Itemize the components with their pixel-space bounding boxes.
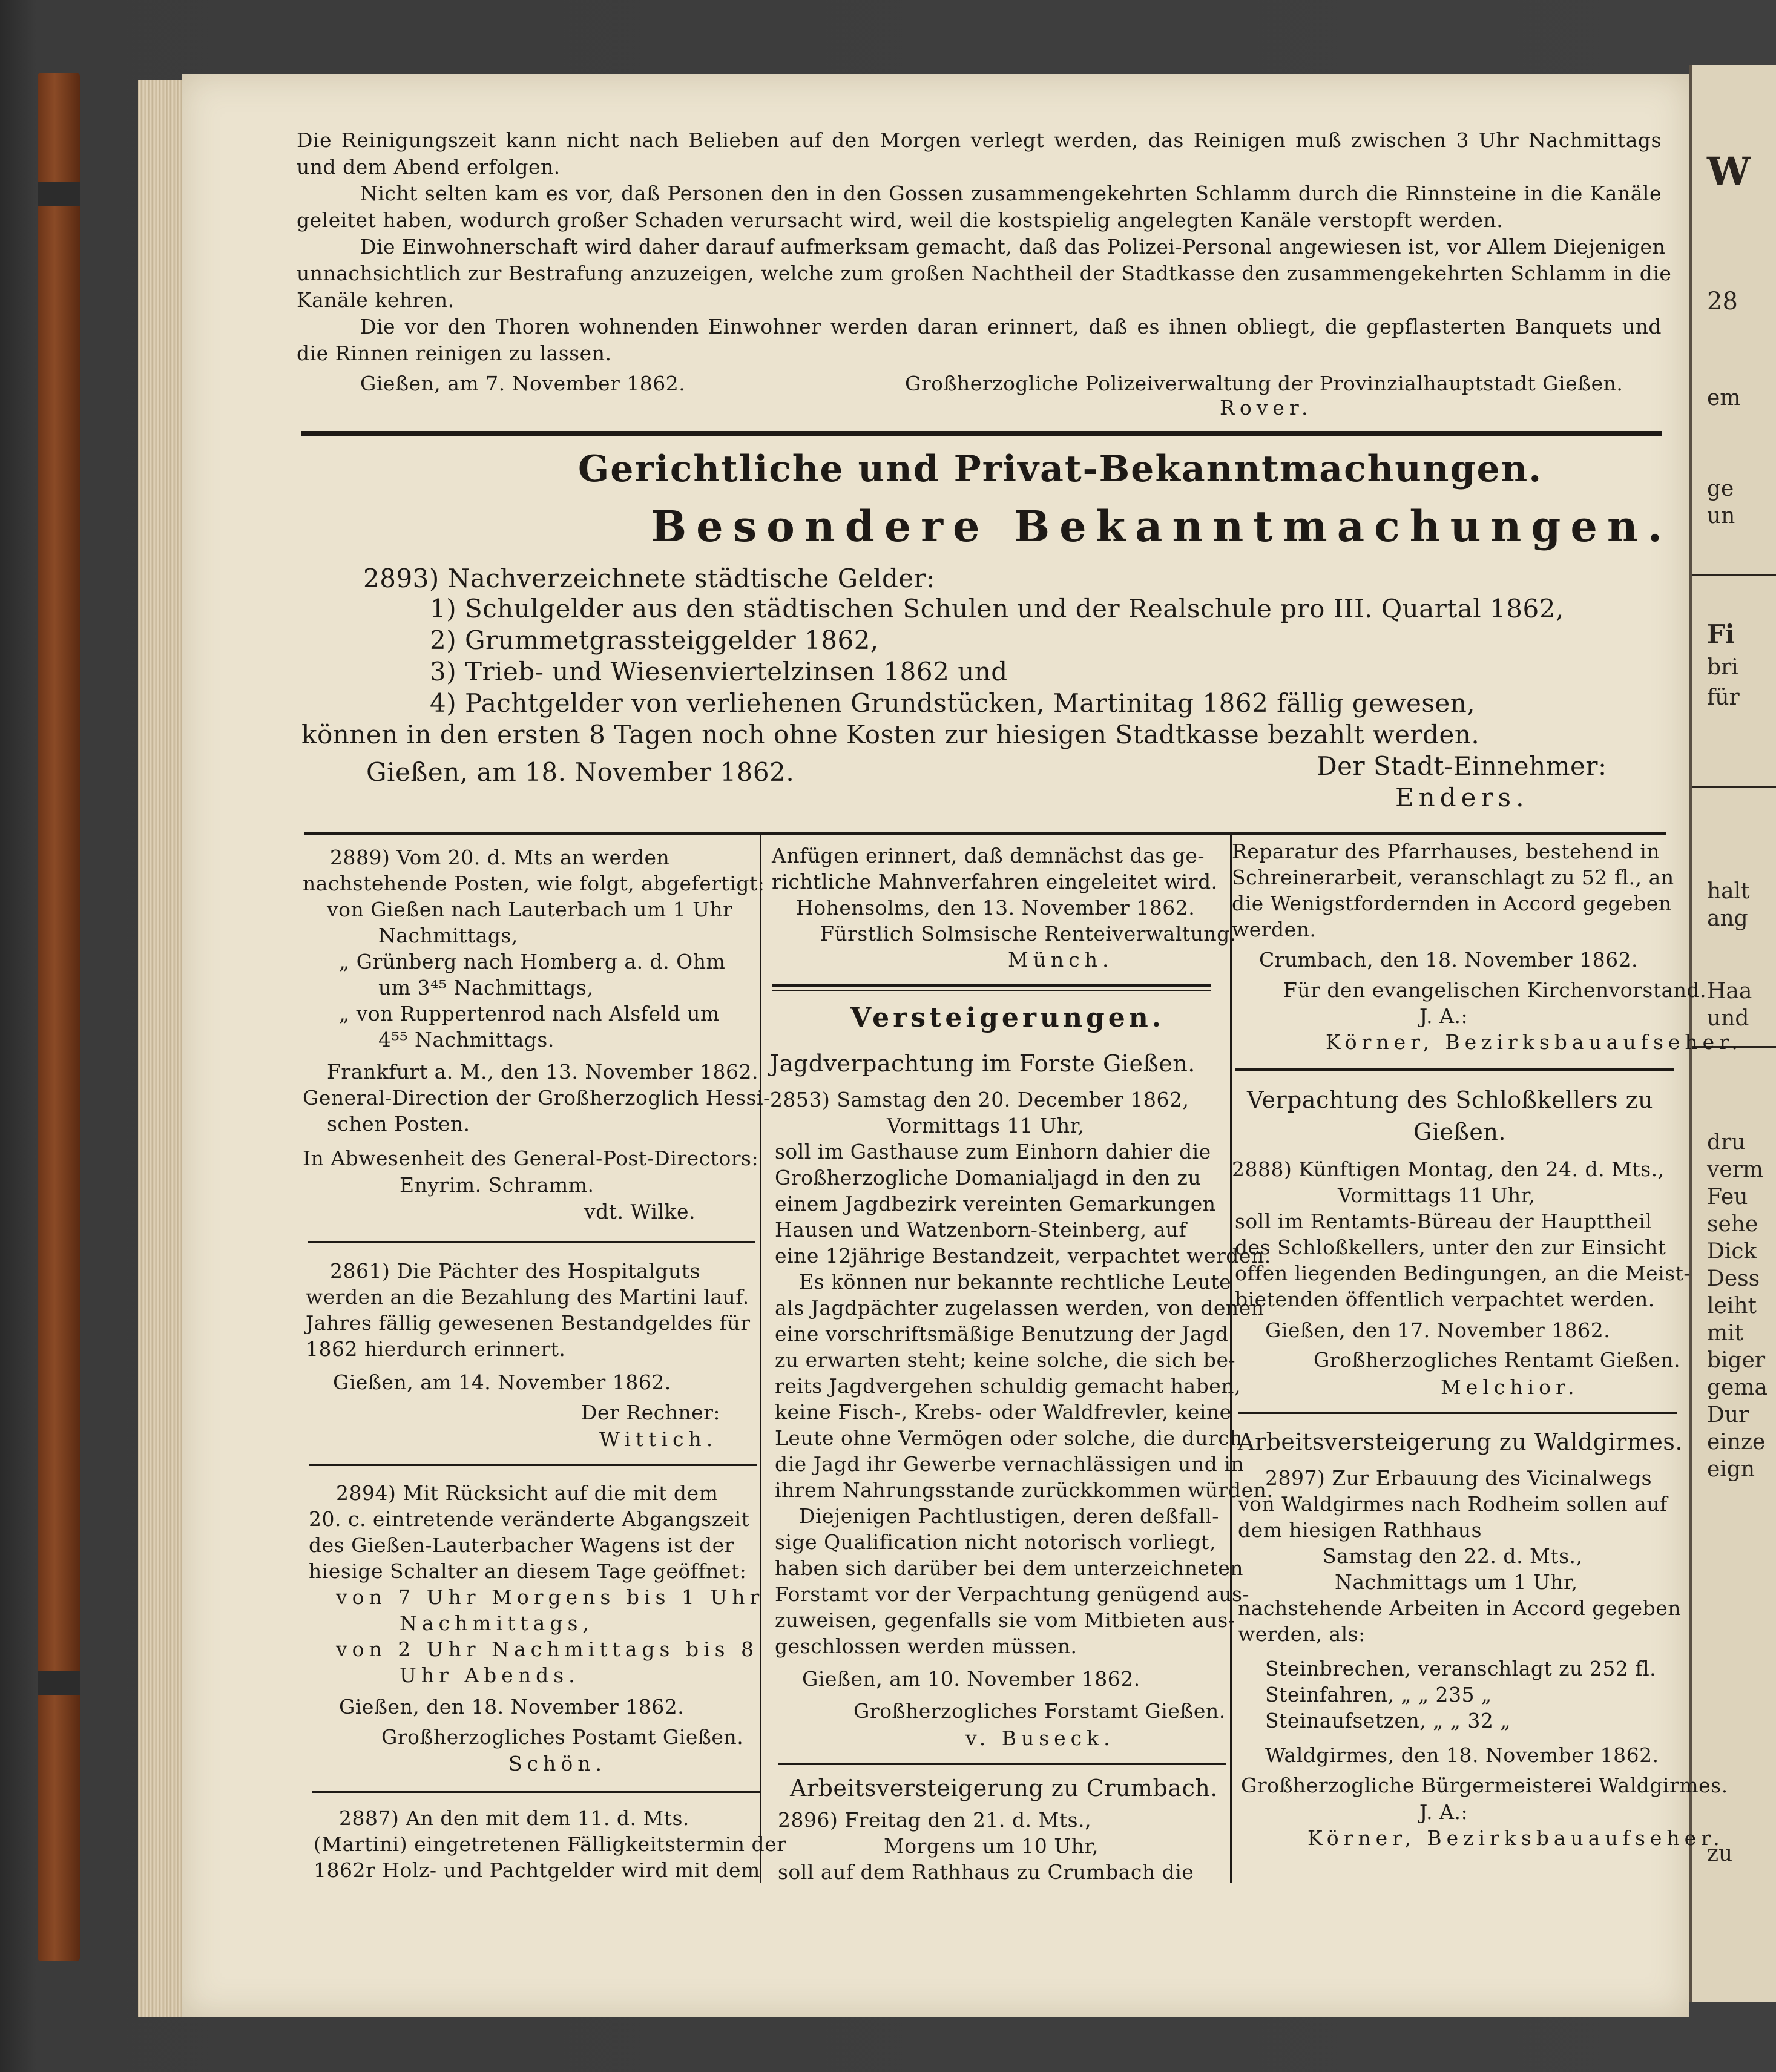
next-page-fragment: W bbox=[1707, 149, 1751, 194]
text-line: Die Reinigungszeit kann nicht nach Belieben auf den Morgen verlegt werden, das Reinigen muß zwischen 3 Uhr Nachmittags bbox=[297, 128, 1662, 152]
text-line: Großherzogliche Domanialjagd in den zu bbox=[775, 1166, 1202, 1189]
authority: Großherzogliche Polizeiverwaltung der Provinzialhauptstadt Gießen. bbox=[905, 372, 1623, 395]
signature: Enders. bbox=[1395, 783, 1529, 812]
text-line: Nicht selten kam es vor, daß Personen den in den Gossen zusammengekehrten Schlamm durch die Rinnsteine in die Kanäle bbox=[360, 182, 1662, 205]
next-page-fragment: Haa bbox=[1707, 979, 1752, 1004]
next-page-fragment: Feu bbox=[1707, 1185, 1748, 1209]
text-line: 4⁵⁵ Nachmittags. bbox=[378, 1028, 554, 1051]
text-line: 2889) Vom 20. d. Mts an werden bbox=[330, 846, 670, 869]
text-line: Körner, Bezirksbauaufseher. bbox=[1326, 1030, 1743, 1054]
text-line: Leute ohne Vermögen oder solche, die durch bbox=[775, 1426, 1243, 1450]
next-page-rule bbox=[1692, 786, 1776, 788]
next-page-fragment: bri bbox=[1707, 655, 1738, 680]
text-line: 2888) Künftigen Montag, den 24. d. Mts., bbox=[1232, 1157, 1665, 1181]
text-line: 2893) Nachverzeichnete städtische Gelder: bbox=[363, 564, 935, 593]
text-line: Wittich. bbox=[599, 1427, 718, 1451]
text-line: Es können nur bekannte rechtliche Leute bbox=[799, 1270, 1232, 1294]
text-line: 2861) Die Pächter des Hospitalguts bbox=[330, 1259, 700, 1283]
text-line: von Gießen nach Lauterbach um 1 Uhr bbox=[327, 898, 733, 921]
text-line: Anfügen erinnert, daß demnächst das ge- bbox=[772, 844, 1205, 867]
text-line: Uhr Abends. bbox=[400, 1663, 580, 1687]
text-line: J. A.: bbox=[1419, 1800, 1468, 1824]
notice-rule bbox=[778, 1763, 1226, 1765]
text-line: richtliche Mahnverfahren eingeleitet wird. bbox=[772, 870, 1218, 893]
spine-band bbox=[38, 1671, 80, 1695]
text-line: 3) Trieb- und Wiesenviertelzinsen 1862 und bbox=[430, 657, 1008, 686]
versteigerungen-title: Versteigerungen. bbox=[850, 1002, 1165, 1033]
text-line: Schreinerarbeit, veranschlagt zu 52 fl., an bbox=[1232, 866, 1674, 889]
text-line: J. A.: bbox=[1419, 1004, 1468, 1028]
next-page-fragment: für bbox=[1707, 685, 1740, 710]
text-line: Die vor den Thoren wohnenden Einwohner werden daran erinnert, daß es ihnen obliegt, die gepflasterten Banquets und bbox=[360, 315, 1662, 338]
text-line: soll auf dem Rathhaus zu Crumbach die bbox=[778, 1860, 1194, 1884]
subsection-title: Besondere Bekanntmachungen. bbox=[651, 501, 1672, 551]
next-page-fragment: verm bbox=[1707, 1157, 1763, 1182]
spine-band bbox=[38, 182, 80, 206]
text-line: Großherzogliches Rentamt Gießen. bbox=[1314, 1348, 1681, 1372]
text-line: Samstag den 22. d. Mts., bbox=[1323, 1544, 1583, 1568]
next-page-fragment: em bbox=[1707, 386, 1741, 410]
text-line: Morgens um 10 Uhr, bbox=[884, 1834, 1099, 1858]
text-line: General-Direction der Großherzoglich Hessi- bbox=[303, 1086, 771, 1110]
text-line: werden an die Bezahlung des Martini lauf. bbox=[306, 1285, 749, 1309]
next-page-fragment: ang bbox=[1707, 906, 1748, 931]
text-line: Münch. bbox=[1008, 948, 1114, 972]
text-line: zu erwarten steht; keine solche, die sich be- bbox=[775, 1348, 1236, 1372]
place-date: Gießen, am 18. November 1862. bbox=[366, 757, 795, 787]
notice-rule bbox=[309, 1464, 757, 1466]
text-line: von 7 Uhr Morgens bis 1 Uhr bbox=[336, 1585, 765, 1609]
text-line: Waldgirmes, den 18. November 1862. bbox=[1265, 1743, 1659, 1767]
text-line: Kanäle kehren. bbox=[297, 288, 455, 312]
text-line: Gießen, den 17. November 1862. bbox=[1265, 1318, 1611, 1342]
notice-rule bbox=[1238, 1412, 1677, 1414]
text-line: können in den ersten 8 Tagen noch ohne Kosten zur hiesigen Stadtkasse bezahlt werden. bbox=[301, 720, 1480, 749]
next-page-fragment: biger bbox=[1707, 1348, 1766, 1373]
text-line: Schön. bbox=[508, 1752, 607, 1775]
next-page-fragment: und bbox=[1707, 1006, 1749, 1031]
jagd-title: Jagdverpachtung im Forste Gießen. bbox=[770, 1050, 1196, 1077]
text-line: Frankfurt a. M., den 13. November 1862. bbox=[327, 1060, 758, 1084]
text-line: zuweisen, gegenfalls sie vom Mitbieten aus- bbox=[775, 1608, 1235, 1632]
next-page-fragment: Dur bbox=[1707, 1403, 1749, 1427]
text-line: Großherzogliche Bürgermeisterei Waldgirmes. bbox=[1241, 1774, 1728, 1797]
text-line: 2894) Mit Rücksicht auf die mit dem bbox=[336, 1481, 719, 1505]
next-page-fragment: Dess bbox=[1707, 1266, 1760, 1291]
text-line: Die Einwohnerschaft wird daher darauf aufmerksam gemacht, daß das Polizei-Personal angewiesen ist, vor Allem Diejenigen bbox=[360, 235, 1666, 258]
text-line: werden. bbox=[1232, 918, 1317, 941]
next-page-fragment: leiht bbox=[1707, 1294, 1757, 1318]
text-line: unnachsichtlich zur Bestrafung anzuzeigen, welche zum großen Nachtheil der Stadtkasse den zusammengekehrten Schlamm in die bbox=[297, 261, 1672, 285]
text-line: „ von Ruppertenrod nach Alsfeld um bbox=[339, 1002, 720, 1025]
text-line: Gießen, den 18. November 1862. bbox=[339, 1695, 685, 1718]
column-divider bbox=[760, 835, 761, 1883]
next-page-fragment: sehe bbox=[1707, 1212, 1758, 1237]
text-line: Gießen, am 10. November 1862. bbox=[802, 1667, 1140, 1691]
text-line: von 2 Uhr Nachmittags bis 8 bbox=[336, 1637, 759, 1661]
text-line: Crumbach, den 18. November 1862. bbox=[1259, 948, 1639, 972]
next-page-fragment: zu bbox=[1707, 1841, 1733, 1866]
text-line: Jahres fällig gewesenen Bestandgeldes für bbox=[306, 1311, 751, 1335]
text-line: Der Rechner: bbox=[581, 1401, 721, 1424]
text-line: Großherzogliches Forstamt Gießen. bbox=[853, 1699, 1226, 1723]
column-top-rule bbox=[304, 832, 1666, 835]
next-page-fragment: eign bbox=[1707, 1457, 1755, 1482]
waldgirmes-title: Arbeitsversteigerung zu Waldgirmes. bbox=[1238, 1429, 1683, 1455]
text-line: die Jagd ihr Gewerbe vernachlässigen und in bbox=[775, 1452, 1245, 1476]
text-line: keine Fisch-, Krebs- oder Waldfrevler, keine bbox=[775, 1400, 1232, 1424]
section-rule bbox=[772, 984, 1211, 987]
text-line: und dem Abend erfolgen. bbox=[297, 155, 561, 179]
section-rule bbox=[772, 990, 1211, 991]
text-line: eine vorschriftsmäßige Benutzung der Jagd bbox=[775, 1322, 1229, 1346]
notice-rule bbox=[312, 1791, 760, 1793]
next-page-fragment: einze bbox=[1707, 1430, 1766, 1455]
text-line: werden, als: bbox=[1238, 1622, 1366, 1646]
text-line: Fürstlich Solmsische Renteiverwaltung. bbox=[820, 922, 1237, 946]
text-line: Hausen und Watzenborn-Steinberg, auf bbox=[775, 1218, 1187, 1242]
text-line: Steinaufsetzen, „ „ 32 „ bbox=[1265, 1709, 1511, 1732]
text-line: haben sich darüber bei dem unterzeichneten bbox=[775, 1556, 1244, 1580]
text-line: Für den evangelischen Kirchenvorstand. bbox=[1283, 978, 1707, 1002]
office: Der Stadt-Einnehmer: bbox=[1317, 751, 1607, 781]
text-line: Enyrim. Schramm. bbox=[400, 1173, 594, 1197]
text-line: Forstamt vor der Verpachtung genügend aus- bbox=[775, 1582, 1250, 1606]
text-line: Vormittags 11 Uhr, bbox=[887, 1114, 1085, 1137]
signature: Rover. bbox=[1220, 396, 1313, 419]
text-line: bietenden öffentlich verpachtet werden. bbox=[1235, 1288, 1655, 1311]
text-line: 1862r Holz- und Pachtgelder wird mit dem bbox=[314, 1858, 760, 1882]
text-line: 2887) An den mit dem 11. d. Mts. bbox=[339, 1806, 689, 1830]
text-line: des Gießen-Lauterbacher Wagens ist der bbox=[309, 1533, 734, 1557]
schloss-title: Verpachtung des Schloßkellers zu bbox=[1247, 1087, 1654, 1113]
text-line: Steinfahren, „ „ 235 „ bbox=[1265, 1683, 1492, 1706]
text-line: schen Posten. bbox=[327, 1112, 470, 1136]
next-page-fragment: mit bbox=[1707, 1321, 1744, 1346]
text-line: Nachmittags, bbox=[378, 924, 518, 947]
text-line: Steinbrechen, veranschlagt zu 252 fl. bbox=[1265, 1657, 1657, 1680]
text-line: hiesige Schalter an diesem Tage geöffnet: bbox=[309, 1559, 747, 1583]
notice-rule bbox=[1235, 1068, 1674, 1071]
text-line: ihrem Nahrungsstande zurückkommen würden. bbox=[775, 1478, 1274, 1502]
place-date: Gießen, am 7. November 1862. bbox=[360, 372, 686, 395]
text-line: 2896) Freitag den 21. d. Mts., bbox=[778, 1808, 1092, 1832]
text-line: die Wenigstfordernden in Accord gegeben bbox=[1232, 892, 1672, 915]
next-page-fragment: ge bbox=[1707, 476, 1734, 501]
text-line: 2897) Zur Erbauung des Vicinalwegs bbox=[1265, 1466, 1653, 1490]
text-line: geschlossen werden müssen. bbox=[775, 1634, 1077, 1658]
text-line: 20. c. eintretende veränderte Abgangszeit bbox=[309, 1507, 750, 1531]
notice-rule bbox=[308, 1241, 755, 1243]
text-line: des Schloßkellers, unter den zur Einsicht bbox=[1235, 1235, 1666, 1259]
next-page-fragment: gema bbox=[1707, 1375, 1768, 1400]
text-line: 2853) Samstag den 20. December 1862, bbox=[770, 1088, 1189, 1111]
text-line: als Jagdpächter zugelassen werden, von denen bbox=[775, 1296, 1265, 1320]
section-rule bbox=[301, 431, 1662, 436]
text-line: offen liegenden Bedingungen, an die Meist- bbox=[1235, 1261, 1691, 1285]
text-line: die Rinnen reinigen zu lassen. bbox=[297, 341, 612, 365]
text-line: Nachmittags um 1 Uhr, bbox=[1335, 1570, 1578, 1594]
text-line: 4) Pachtgelder von verliehenen Grundstücken, Martinitag 1862 fällig gewesen, bbox=[430, 688, 1476, 718]
text-line: soll im Gasthause zum Einhorn dahier die bbox=[775, 1140, 1211, 1163]
text-line: sige Qualification nicht notorisch vorliegt, bbox=[775, 1530, 1216, 1554]
text-line: nachstehende Arbeiten in Accord gegeben bbox=[1238, 1596, 1681, 1620]
text-line: geleitet haben, wodurch großer Schaden verursacht wird, weil die kostspielig angelegten Kanäle verstopft werden. bbox=[297, 208, 1504, 232]
text-line: (Martini) eingetretenen Fälligkeitstermin der bbox=[314, 1832, 787, 1856]
next-page-fragment: halt bbox=[1707, 879, 1750, 904]
schloss-title: Gießen. bbox=[1413, 1119, 1506, 1145]
text-line: reits Jagdvergehen schuldig gemacht haben, bbox=[775, 1374, 1242, 1398]
next-page-fragment: dru bbox=[1707, 1130, 1746, 1155]
text-line: vdt. Wilke. bbox=[584, 1200, 696, 1223]
text-line: Gießen, am 14. November 1862. bbox=[333, 1370, 671, 1394]
text-line: dem hiesigen Rathhaus bbox=[1238, 1518, 1482, 1542]
next-page-fragment: un bbox=[1707, 504, 1735, 528]
crumbach-title: Arbeitsversteigerung zu Crumbach. bbox=[790, 1775, 1218, 1801]
text-line: Melchior. bbox=[1441, 1375, 1579, 1399]
text-line: Diejenigen Pachtlustigen, deren deßfall- bbox=[799, 1504, 1219, 1528]
next-page-fragment: Dick bbox=[1707, 1239, 1757, 1264]
text-line: 2) Grummetgrassteiggelder 1862, bbox=[430, 625, 879, 655]
next-page-fragment: Fi bbox=[1707, 619, 1735, 649]
text-line: soll im Rentamts-Büreau der Haupttheil bbox=[1235, 1209, 1653, 1233]
next-page-rule bbox=[1692, 574, 1776, 576]
section-title: Gerichtliche und Privat-Bekanntmachungen. bbox=[578, 448, 1543, 490]
text-line: Reparatur des Pfarrhauses, bestehend in bbox=[1232, 840, 1660, 863]
text-line: Hohensolms, den 13. November 1862. bbox=[796, 896, 1196, 919]
text-line: Körner, Bezirksbauaufseher. bbox=[1307, 1826, 1725, 1850]
text-line: Nachmittags, bbox=[400, 1611, 594, 1635]
next-page-fragment: 28 bbox=[1707, 288, 1738, 315]
text-line: von Waldgirmes nach Rodheim sollen auf bbox=[1238, 1492, 1668, 1516]
text-line: einem Jagdbezirk vereinten Gemarkungen bbox=[775, 1192, 1216, 1215]
text-line: Vormittags 11 Uhr, bbox=[1338, 1183, 1536, 1207]
text-line: v. Buseck. bbox=[965, 1726, 1115, 1750]
text-line: „ Grünberg nach Homberg a. d. Ohm bbox=[339, 950, 726, 973]
text-line: 1) Schulgelder aus den städtischen Schulen und der Realschule pro III. Quartal 1862, bbox=[430, 594, 1564, 623]
text-line: um 3⁴⁵ Nachmittags, bbox=[378, 976, 594, 999]
text-line: nachstehende Posten, wie folgt, abgefertigt: bbox=[303, 872, 765, 895]
text-line: 1862 hierdurch erinnert. bbox=[306, 1337, 566, 1361]
text-line: In Abwesenheit des General-Post-Directors: bbox=[303, 1146, 759, 1170]
text-line: eine 12jährige Bestandzeit, verpachtet werden. bbox=[775, 1244, 1271, 1268]
text-line: Großherzogliches Postamt Gießen. bbox=[381, 1725, 744, 1749]
